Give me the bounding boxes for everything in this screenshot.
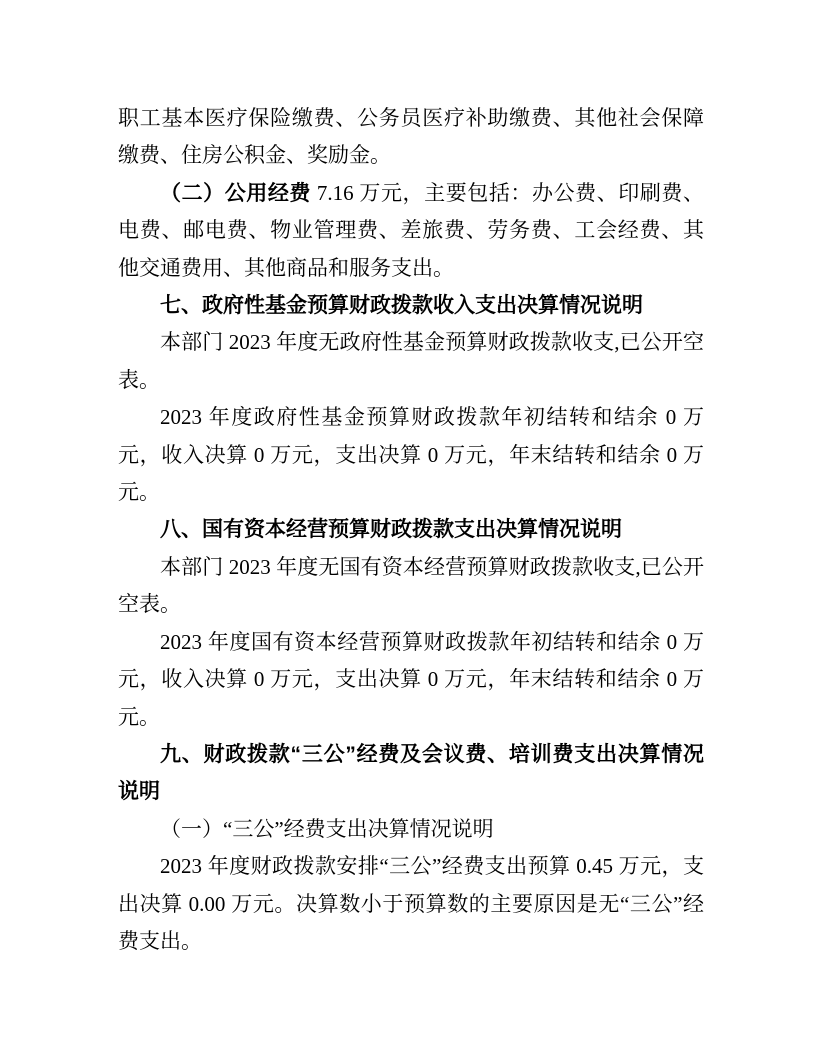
paragraph-section-seven-figures: 2023 年度政府性基金预算财政拨款年初结转和结余 0 万元，收入决算 0 万元，支出决算 0 万元，年末结转和结余 0 万元。 [118,405,704,505]
heading-section-seven: 七、政府性基金预算财政拨款收入支出决算情况说明 [160,294,643,318]
paragraph-sangong-expense-figures: 2023 年度财政拨款安排“三公”经费支出预算 0.45 万元，支出决算 0.00 万元。决算数小于预算数的主要原因是无“三公”经费支出。 [118,854,704,953]
paragraph-section-eight-figures: 2023 年度国有资本经营预算财政拨款年初结转和结余 0 万元，收入决算 0 万元，支出决算 0 万元，年末结转和结余 0 万元。 [118,629,704,729]
heading-section-eight: 八、国有资本经营预算财政拨款支出决算情况说明 [160,518,622,542]
paragraph-public-expense [118,175,704,287]
public-expense-rest: 7.16 万元，主要包括：办公费、印刷费、电费、邮电费、物业管理费、差旅费、劳务费、工会经费、其他交通费用、其他商品和服务支出。 [118,180,705,280]
paragraph-section-eight-no-funds: 本部门 2023 年度无国有资本经营预算财政拨款收支,已公开空表。 [118,554,704,617]
public-expense-lead-bold: （二）公用经费 [160,180,312,205]
heading-section-nine: 九、财政拨款“三公”经费及会议费、培训费支出决算情况说明 [118,742,704,804]
paragraph-section-seven-no-funds: 本部门 2023 年度无政府性基金预算财政拨款收支,已公开空表。 [118,330,704,392]
paragraph-personnel-expense-continued: 职工基本医疗保险缴费、公务员医疗补助缴费、其他社会保障缴费、住房公积金、奖励金。 [118,106,704,168]
subheading-sangong-expense: （一）“三公”经费支出决算情况说明 [160,816,494,841]
